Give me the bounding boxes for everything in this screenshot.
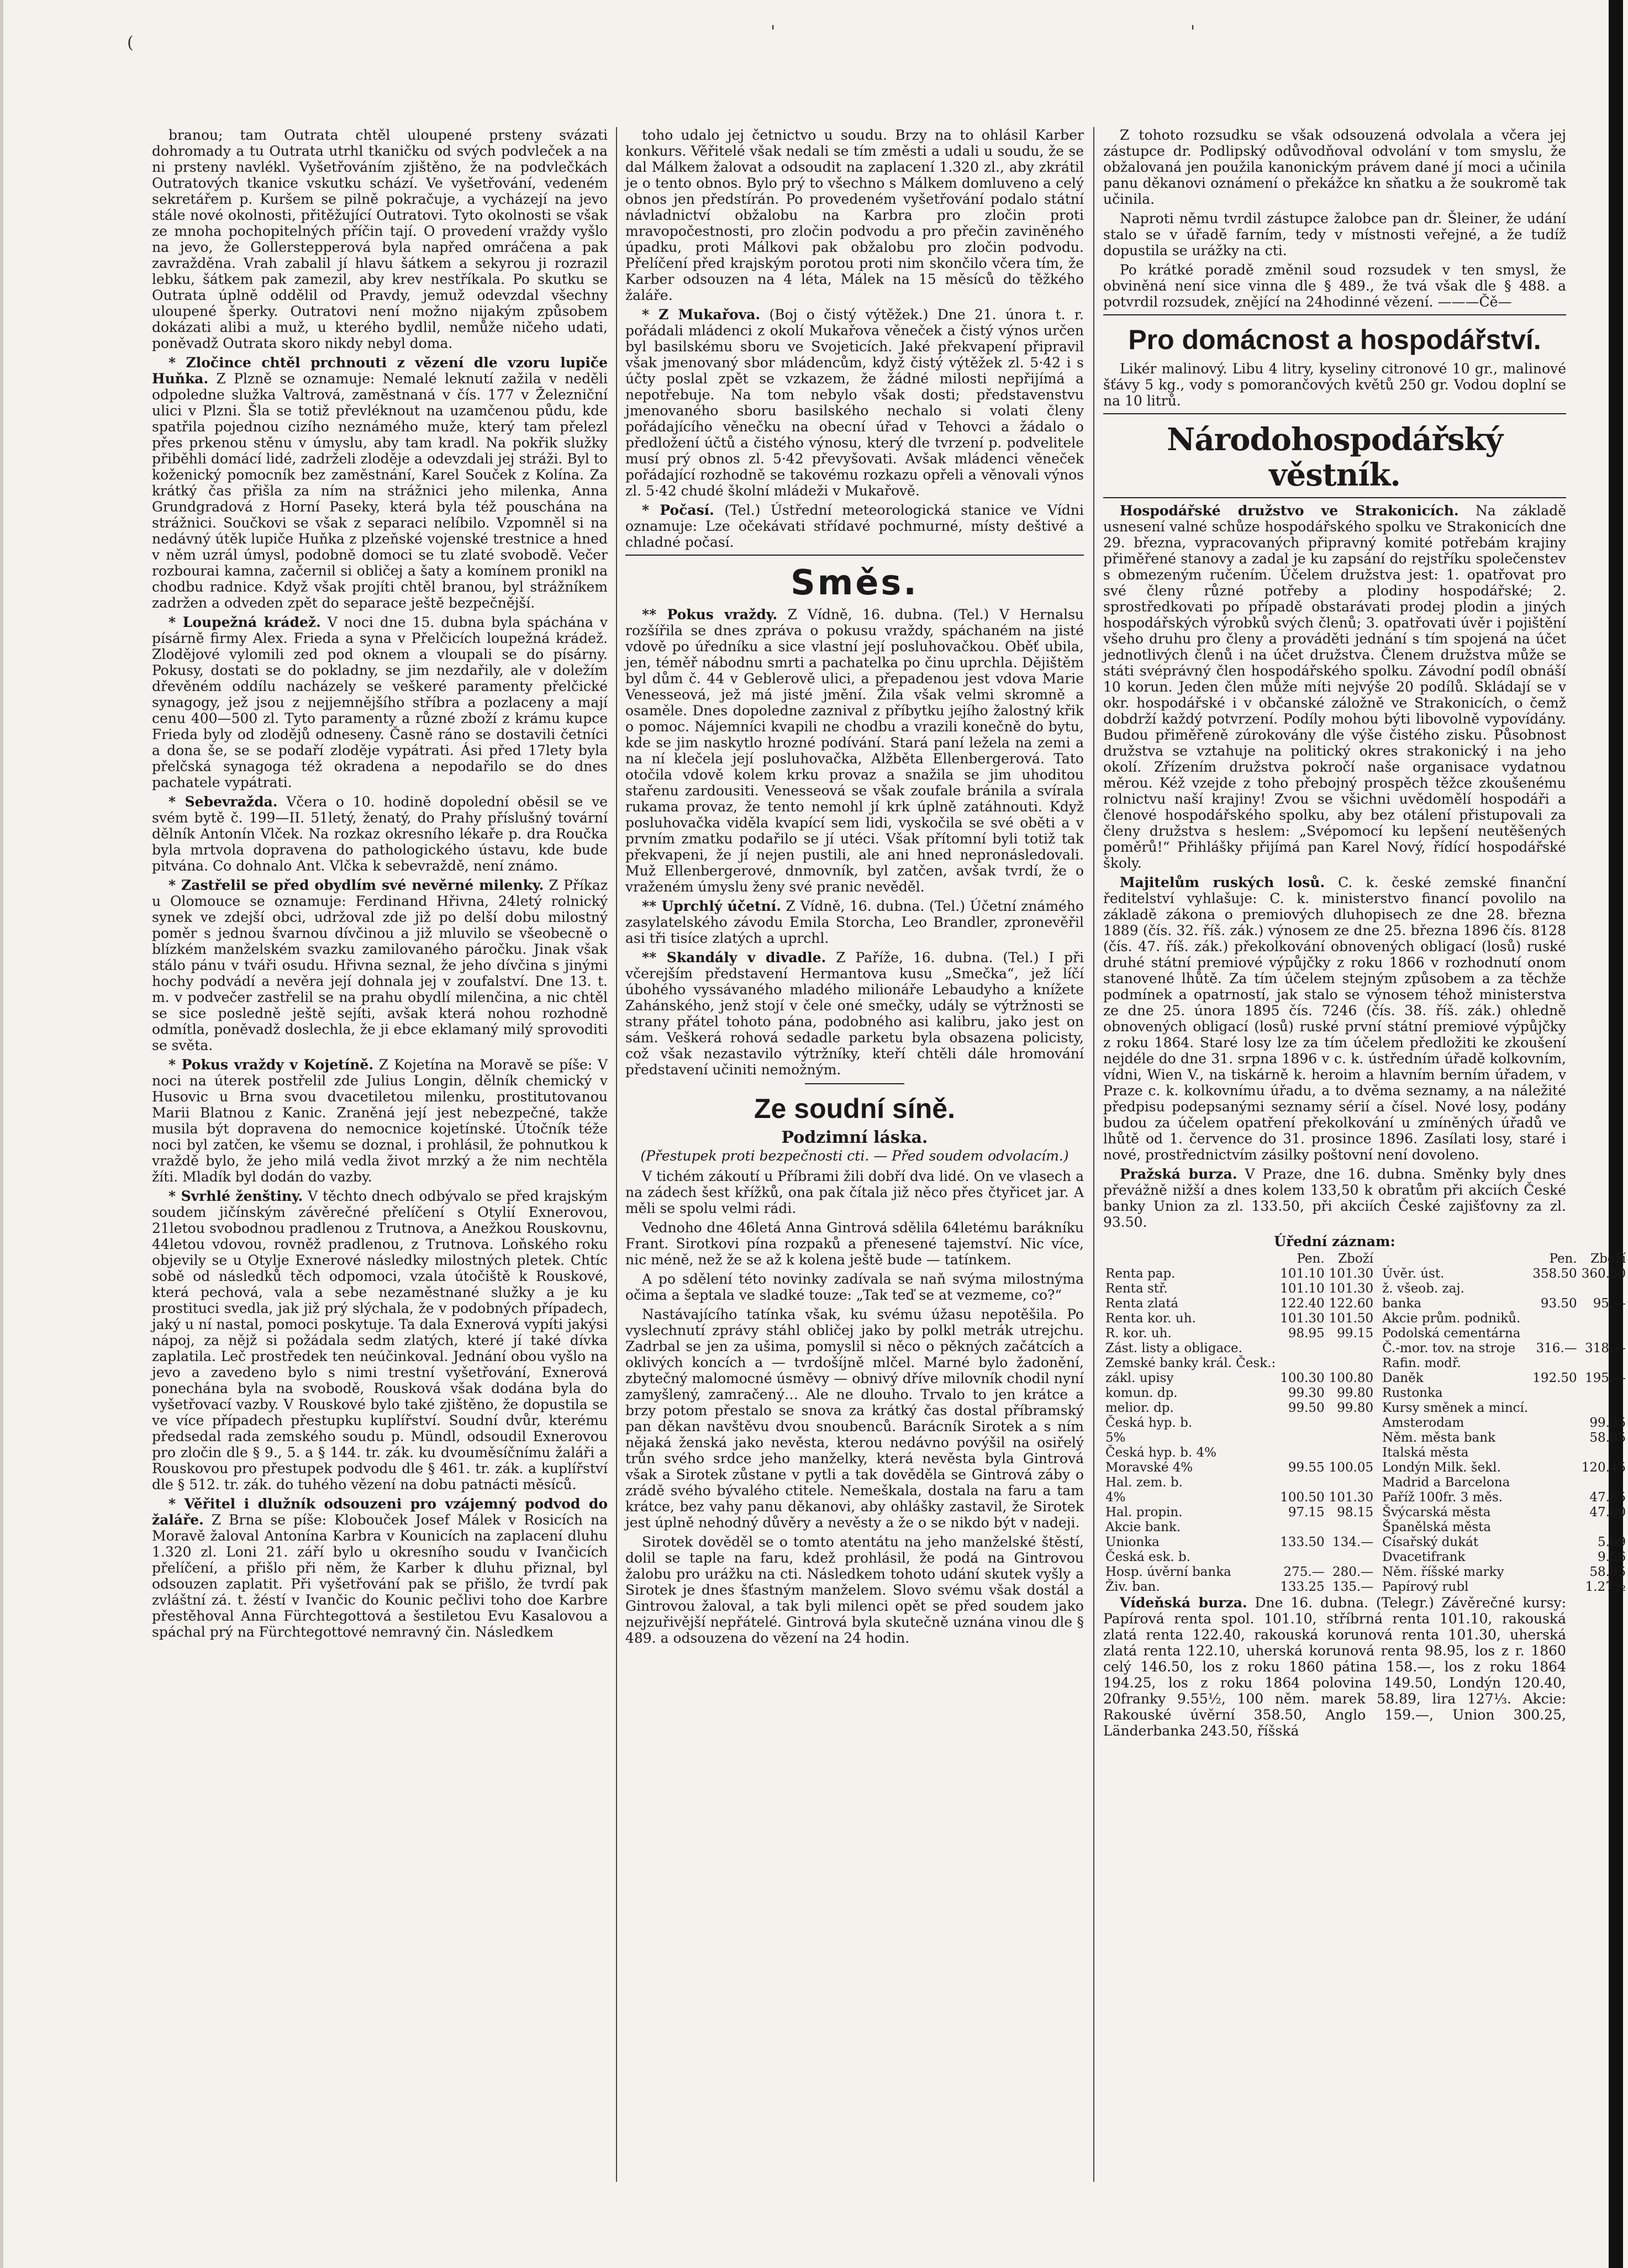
stock-name: Unionka	[1105, 1535, 1160, 1549]
article-text: A po sdělení této novinky zadívala se naň svýma milostnýma očima a šeptala ve sladké touze: „Tak teď se at vezmeme, co?“	[625, 1271, 1084, 1303]
stock-bid	[1530, 1520, 1579, 1535]
stock-bid	[1530, 1281, 1579, 1296]
article-headline: Majitelům ruských losů.	[1120, 874, 1325, 890]
stock-bid: 93.50	[1540, 1296, 1577, 1311]
stock-row	[1380, 1535, 1628, 1550]
stock-ask	[1327, 1431, 1376, 1446]
stock-bid: 133.50	[1280, 1535, 1325, 1549]
article-paragraph	[152, 1496, 608, 1640]
stock-row	[1103, 1490, 1376, 1505]
stock-bid: 275.—	[1283, 1565, 1325, 1579]
stock-ask: 58.85	[1589, 1431, 1626, 1445]
article-paragraph	[1103, 361, 1566, 409]
stock-bid	[1278, 1431, 1326, 1446]
article-headline: * Loupežná krádež.	[168, 614, 321, 630]
stock-row	[1103, 1401, 1376, 1416]
stock-bid	[1278, 1341, 1326, 1356]
article-paragraph	[625, 1534, 1084, 1646]
stock-header-row	[1380, 1252, 1628, 1267]
article-text: branou; tam Outrata chtěl uloupené prsteny svázati dohromady a tu Outrata utrhl tkaničku od svých podvleček a na ni prsteny navlékl. Vyšetřováním zjištěno, že na podvlečkách Outratových tkanice vskutku schází. Ve vyšetřování, vedeném sekretářem p. Kuršem se pilně pokračuje, a vycházejí na jevo stále nové okolnosti, přitěžující Outratovi. Tyto okolnosti se však ze mnoha pochopitelných příčin tají. O provedení vraždy vyšlo na jevo, že Gollerstepperová byla napřed omráčena a pak zavražděna. Vrah zabalil jí hlavu šátkem a sekyrou ji rozrazil lebku, šátkem pak zamezil, aby krev nestříkala. Po skutku se Outrata úplně oddělil od Pravdy, jemuž odevzdal všechny uloupené šperky. Outratovi není možno nijakým způsobem dokázati alibi a muž, u kterého bydlil, nemůže ničeho udati, poněvadž Outrata skoro nikdy nebyl doma.	[152, 127, 608, 351]
stock-row	[1103, 1431, 1376, 1446]
stock-name: banka	[1382, 1296, 1422, 1311]
stock-name: 5%	[1105, 1431, 1126, 1445]
article-paragraph	[1103, 262, 1566, 310]
stock-row	[1103, 1475, 1376, 1490]
stock-ask: 122.60	[1329, 1296, 1374, 1311]
article-text: Z Vídně, 16. dubna. (Tel.) Účetní známého zasylatelského závodu Emila Storcha, Leo Brandler, zpronevěřil asi tři tisíce zlatých a uprchl.	[625, 898, 1084, 946]
stock-bid: 133.25	[1280, 1580, 1325, 1594]
article-text: V těchto dnech odbývalo se před krajským soudem jičínským závěrečné přelíčení s Otylií Exnerovou, 21letou svobodnou pradlenou z Trutnova, a Anežkou Rouskovnu, 44letou vdovou, rovněž pradlenou, z Trutnova. Loňského roku objevily se u Otylje Exnerové následky milostných pletek. Chtíc sobě od následků těch odpomoci, vzala útočiště k Rouskové, která pechová, vala a sebe nezaměstnané služky a je ku prostituci svedla, jak již prý slýchala, že v podobných případech, jaký u ní nastal, pomoci poskytuje. Ta dala Exnerová vypíti jakýsi nápoj, za nějž si požádala sedm zlatých, které jí také dívka zaplatila. Leč prostředek ten neúčinkoval. Jednání obou vyšlo na jevo a zavedeno bylo s nimi trestní vyšetřování, Exnerová ponechána byla na svobodě, Rousková však dodána byla do vyšetřovací vazby. V Rouskové bylo také zjištěno, že dopustila se ve více případech přestupku kuplířství. Soudní dvůr, kterému předsedal rada zemského soudu p. Mündl, odsoudil Exnerovou pro zločin dle § 9., 5. a § 144. tr. zák. ku dvouměsíčnímu žaláři a Rouskovou pro přestupek podvodu dle § 461. tr. zák. a kuplířství dle § 512. tr. zák. do tuhého vězení na dobu patnácti měsíců.	[152, 1188, 608, 1492]
article-paragraph	[1103, 503, 1566, 871]
stock-row	[1380, 1490, 1628, 1505]
stock-ask	[1327, 1341, 1376, 1356]
stock-row	[1103, 1356, 1376, 1371]
scan-left-edge	[0, 0, 3, 2268]
column-3	[1103, 127, 1626, 2182]
stock-ask: 58.85	[1589, 1565, 1626, 1579]
stock-name: Zemské banky král. Česk.:	[1105, 1356, 1276, 1370]
stock-ask: 99.80	[1337, 1401, 1374, 1415]
stock-name: Něm. říšské marky	[1382, 1565, 1504, 1579]
article-paragraph	[625, 127, 1084, 303]
article-headline: ** Pokus vraždy.	[642, 606, 778, 623]
stock-bid: 192.50	[1532, 1371, 1577, 1385]
article-text: Likér malinový. Libu 4 litry, kyseliny citronové 10 gr., malinové šťávy 5 kg., vody s pomorančových květů 250 gr. Vodou doplní se na 10 litrů.	[1103, 361, 1566, 409]
stock-bid: 100.50	[1280, 1490, 1325, 1505]
stock-ask: 101.30	[1329, 1267, 1374, 1281]
stock-name: Španělská města	[1382, 1520, 1492, 1534]
stock-row	[1380, 1356, 1628, 1371]
article-subtitle-italic: (Přestupek proti bezpečnosti cti. — Před soudem odvolacím.)	[640, 1148, 1069, 1164]
article-text: Po krátké poradě změnil soud rozsudek v ten smysl, že obviněná není sice vinna dle § 489., že tvá však dle § 488. a potvrdil rozsudek, znějící na 24hodinné vězení. ———Čě—	[1103, 262, 1566, 310]
article-paragraph	[152, 127, 608, 351]
stock-name: Moravské 4%	[1105, 1460, 1193, 1475]
stock-ask: 101.30	[1329, 1281, 1374, 1296]
stock-bid	[1530, 1401, 1579, 1416]
stock-row	[1380, 1460, 1628, 1475]
stock-ask	[1579, 1326, 1628, 1341]
stock-ask: 98.15	[1337, 1505, 1374, 1520]
stock-name: Císařský dukát	[1382, 1535, 1479, 1549]
article-paragraph	[152, 614, 608, 790]
stock-name: Něm. města bank	[1382, 1431, 1495, 1445]
stock-row	[1380, 1550, 1628, 1565]
stock-row	[1103, 1371, 1376, 1386]
stock-row	[1103, 1296, 1376, 1311]
stock-bid	[1530, 1490, 1579, 1505]
stock-bid	[1530, 1580, 1579, 1595]
article-headline: ** Uprchlý účetní.	[642, 898, 781, 914]
article-text: Dne 16. dubna. (Telegr.) Závěrečné kursy: Papírová renta spol. 101.10, stříbrná renta 101.10, rakouská zlatá renta 122.40, rakouská korunová renta 101.30, uherská zlatá renta 122.10, uherská korunová renta 98.95, los z r. 1860 celý 146.50, los z roku 1860 pátina 158.—, los z roku 1864 194.25, los z roku 1864 polovina 149.50, Londýn 120.40, 20franky 9.55½, 100 něm. marek 58.89, lira 127⅓. Akcie: Rakouské úvěrní 358.50, Anglo 159.—, Union 300.25, Länderbanka 243.50, říšská	[1103, 1595, 1566, 1739]
stock-row	[1380, 1371, 1628, 1386]
stock-bid: 101.30	[1280, 1311, 1325, 1326]
stock-bid	[1530, 1326, 1579, 1341]
article-text: Z Kojetína na Moravě se píše: V noci na úterek postřelil zde Julius Longin, dělník chemický v Husovic u Brna svou dvacetiletou milenku, prostitutovanou Marii Blatnou z Kanic. Zraněná její jest nebezpečné, takže musila být dopravena do nemocnice kojetínské. Útočník téže noci byl zatčen, ke všemu se doznal, i prohlásil, že pohnutkou k vraždě bylo, že jeho milá vedla život mrzký a že nim nechtěla žíti. Mladík byl dodán do vazby.	[152, 1057, 608, 1185]
stock-bid	[1530, 1386, 1579, 1401]
article-text: (Tel.) Ústřední meteorologická stanice ve Vídni oznamuje: Lze očekávati střídavé pochmurné, místy deštivé a chladné počasí.	[625, 502, 1084, 550]
section-rule	[625, 555, 1084, 556]
stock-row	[1103, 1520, 1376, 1535]
stock-name: Londýn Milk. šekl.	[1382, 1460, 1501, 1475]
stock-name: zákl. upisy	[1105, 1371, 1174, 1385]
stock-ask: 47.85	[1589, 1490, 1626, 1505]
stock-row	[1380, 1281, 1628, 1296]
stock-row	[1103, 1565, 1376, 1580]
newspaper-page	[152, 127, 1626, 2182]
margin-mark: '	[1190, 22, 1195, 41]
article-text: Sirotek dověděl se o tomto atentátu na jeho manželské štěstí, dolil se taple na faru, kdež prohlásil, že podá na Gintrovou žalobu pro urážku na cti. Následkem tohoto udání skutek vyšly a Sirotek je dnes šťastným manželem. Slovo svému však dostál a Gintrovou žaloval, a tak byli milenci opět se před soudem jako nejzuřivější nepřátelé. Gintrová byla skutečně uznána vinou dle § 489. a odsouzena do vězení na 24 hodin.	[625, 1534, 1084, 1646]
stock-name: Česká hyp. b.	[1105, 1416, 1193, 1430]
margin-mark: (	[127, 33, 134, 52]
stock-ask	[1327, 1416, 1376, 1431]
article-headline: * Počasí.	[642, 502, 714, 518]
stock-row	[1380, 1431, 1628, 1446]
article-paragraph	[625, 606, 1084, 895]
stock-row	[1380, 1311, 1628, 1326]
stock-row	[1380, 1296, 1628, 1311]
article-text: Z Plzně se oznamuje: Nemalé leknutí zažila v neděli odpoledne služka Valtrová, zaměstnaná v čís. 177 v Železniční ulici v Plzni. Šla se totiž převléknout na uzamčenou půdu, kde spatřila pojednou cizího neznámého muže, který tam přelezl přes prkenou stěnu v úmyslu, aby tam kradl. Na pokřik služky přiběhli domácí lidé, zadrželi zloděje a odevzdali jej stráži. Byl to koženický pomocník bez zaměstnání, Karel Souček z Kolína. Za krátký čas přišla za ním na strážnici jeho milenka, Anna Grundgradová z Horní Paseky, která byla též pouschána na strážnici. Součkovi se však z separaci nelíbilo. Vzpomněl si na nedávný útěk lupiče Huňka z plzeňské vojenské trestnice a hned v něm uzrál úmysl, podobně domoci se tu zlaté svobodě. Večer rozbourai kamna, začernil si obličej a šaty a komínem pronikl na chodbu radnice. Když však projíti chtěl branou, byl strážníkem zadržen a odveden zpět do separace ještě bezpečnější.	[152, 371, 608, 611]
stock-ask	[1579, 1446, 1628, 1460]
stock-bid: 99.30	[1288, 1386, 1325, 1400]
stock-bid	[1278, 1446, 1326, 1460]
stock-row	[1103, 1460, 1376, 1475]
stock-name: Česká esk. b.	[1105, 1550, 1190, 1564]
article-text: Z Příkaz u Olomouce se oznamuje: Ferdinand Hřivna, 24letý rolnický synek ve zdejší obci, udržoval zde již po delší dobu milostný poměr s jednou švarnou dívčinou a již mluvilo se všeobecně o blízkém manželském svazku zamilovaného páročku. Jinak však stálo pánu v tváři osudu. Hřivna seznal, že jeho dívčina s jinými hochy podvádí a nevěra její dohnala jej v zoufalství. Dne 13. t. m. v podvečer zastřelil se na prahu obydlí milenčina, a nic chtěl se sice posledně ještě sejíti, avšak která nohou rozhodně odmítla, poněvadž doslechla, že ji ebce eklamaný milý sprovoditi se světa.	[152, 877, 608, 1053]
stock-name: Madrid a Barcelona	[1382, 1475, 1510, 1490]
stock-bid: 98.95	[1288, 1326, 1325, 1341]
stock-name: Akcie bank.	[1105, 1520, 1181, 1534]
article-paragraph	[152, 355, 608, 611]
article-paragraph	[152, 1188, 608, 1492]
stock-ask: 195.—	[1584, 1371, 1626, 1385]
stock-header-cell: Zboží	[1338, 1252, 1374, 1266]
stock-ask: 95.—	[1593, 1296, 1626, 1311]
stock-ask	[1579, 1401, 1628, 1416]
article-headline: * Sebevražda.	[168, 794, 278, 810]
stock-row	[1103, 1416, 1376, 1431]
article-text: C. k. české zemské finanční ředitelství vyhlašuje: C. k. ministerstvo financí povolilo na základě zákona o premiových dluhopisech ze dne 28. března 1889 (čís. 32. říš. zák.) výnosem ze dne 25. března 1896 čís. 8128 (čís. 47. říš. zák.) překolkování obnovených obligací (losů) ruské druhé státní premiové výpůjčky z roku 1866 v rozhodnutí onom stanovené lhůtě. Za tím účelem stejným způsobem a za těchže podmínek a opatrností, jak stalo se výnosem téhož ministerstva ze dne 25. února 1895 čís. 7246 (čís. 38. říš. zák.) ohledně obnovených obligací (losů) ruské první státní premiové výpůjčky z roku 1864. Staré losy lze za tím účelem předložiti ke zkoušení nejdéle do dne 31. srpna 1896 v c. k. ústředním úřadě kolkovním, vídni, Wien V., na tiskárně k. heroim a hlavním berním úřadem, v Praze c. k. kolkovnímu úřadu, a to dvěma seznamy, a na náležité předpisu podepsanými seznamy sérií a čísel. Nové losy, podány budou za účelem opatření překolkování u zmíněných úřadů ve lhůtě od 1. července do 31. prosince 1896. Zasílati losy, staré i nové, prostřednictvím zásilky poštovní není dovoleno.	[1103, 874, 1567, 1163]
stock-bid	[1530, 1550, 1579, 1565]
stock-ask: 100.80	[1329, 1371, 1374, 1385]
article-headline: * Pokus vraždy v Kojetíně.	[168, 1057, 374, 1073]
stock-ask: 135.—	[1332, 1580, 1374, 1594]
column-2	[625, 127, 1084, 2182]
stock-table-left	[1103, 1252, 1376, 1595]
stock-bid: 99.55	[1288, 1460, 1325, 1475]
article-headline: Vídeňská burza.	[1120, 1595, 1247, 1611]
article-headline: * Věřitel i dlužník odsouzeni pro vzájemný podvod do žaláře.	[152, 1496, 608, 1528]
stock-ask	[1579, 1281, 1628, 1296]
article-text: Včera o 10. hodině dopolední oběsil se ve svém bytě č. 199—II. 51letý, ženatý, do Prahy příslušný tovární dělník Antonín Vlček. Na rozkaz okresního lékaře p. dra Roučka byla mrtvola dopravena do pathologického ústavu, kde bude pitvána. Co dohnalo Ant. Vlčka k sebevraždě, není známo.	[152, 794, 608, 874]
stock-bid	[1530, 1535, 1579, 1550]
stock-row	[1380, 1386, 1628, 1401]
stock-row	[1103, 1580, 1376, 1595]
stock-table-right	[1380, 1252, 1628, 1595]
stock-bid	[1278, 1416, 1326, 1431]
stock-bid	[1530, 1475, 1579, 1490]
stock-name: Hal. zem. b.	[1105, 1475, 1183, 1490]
stock-row	[1380, 1401, 1628, 1416]
stock-row	[1103, 1311, 1376, 1326]
stock-table	[1103, 1252, 1376, 1595]
article-text: toho udalo jej četnictvo u soudu. Brzy na to ohlásil Karber konkurs. Věřitelé však nedali se tím změsti a udali u soudu, že se dal Málkem žalovat a odsoudit na zaplacení 1.320 zl., aby zkrátil je o tento obnos. Bylo prý to všechno s Málkem domluveno a celý obnos jen předstírán. Po provedeném vyšetřování podalo státní návladnictví obžalobu na Karbra pro zločin proti mravopočestnosti, pro zločin podvodu a pro přečin zaviněného úpadku, proti Málkovi pak obžalobu pro zločin podvodu. Přelíčení před krajským porotou proti nim skončilo včera tím, že Karber odsouzen na 4 léta, Málek na 15 měsíců do těžkého žaláře.	[625, 127, 1084, 303]
stock-ask: 101.30	[1329, 1490, 1374, 1505]
stock-bid	[1530, 1311, 1579, 1326]
stock-row	[1103, 1326, 1376, 1341]
stock-header-cell: Pen.	[1297, 1252, 1325, 1266]
stock-name: Paříž 100fr. 3 měs.	[1382, 1490, 1503, 1505]
stock-ask: 100.05	[1329, 1460, 1374, 1475]
article-headline: * Z Mukařova.	[642, 307, 761, 323]
article-text: V noci dne 15. dubna byla spáchána v písárně firmy Alex. Frieda a syna v Přelčicích loupežná krádež. Zlodějové vylomili zed pod oknem a vloupali se do písárny. Pokusy, dostati se do pokladny, se jim nezdařily, ale v doležím dřevěném oddílu nacházely se veškeré paramenty přelčické synagogy, jež jsou z nejjemnějšího stříbra a pozlaceny a mají cenu 400—500 zl. Tyto paramenty a různé zboží z krámu kupce Frieda byly od zlodějů odneseny. Časně ráno se dostavili četníci a dona še, se se podaří zloděje vypátrati. Ási před 17lety byla přelčská synagoga též okradena a nepodařilo se do dnes pachatele vypátrati.	[152, 614, 608, 790]
article-paragraph	[1103, 127, 1566, 207]
stock-ask: 99.15	[1337, 1326, 1374, 1341]
stock-bid: 99.50	[1288, 1401, 1325, 1415]
section-title: Národohospodářský věstník.	[1167, 421, 1503, 493]
article-paragraph	[1103, 210, 1566, 259]
stock-row	[1103, 1386, 1376, 1401]
article-paragraph	[625, 950, 1084, 1078]
stock-ask: 99.35	[1589, 1416, 1626, 1430]
stock-ask: 360.50	[1581, 1267, 1626, 1281]
article-paragraph	[625, 1271, 1084, 1303]
section-title: Pro domácnost a hospodářství.	[1128, 324, 1541, 355]
stock-name: ž. všeob. zaj.	[1382, 1281, 1464, 1296]
stock-ask: 101.50	[1329, 1311, 1374, 1326]
article-text: V tichém zákoutí u Příbrami žili dobří dva lidé. On ve vlasech a na zádech šest křížků, ona pak čítala již něco přes čtyřicet jar. A měli se spolu velmi rádi.	[625, 1168, 1084, 1216]
article-paragraph	[625, 307, 1084, 499]
stock-ask	[1579, 1311, 1628, 1326]
stock-name: Zást. listy a obligace.	[1105, 1341, 1242, 1355]
stock-bid	[1530, 1460, 1579, 1475]
article-paragraph	[152, 1057, 608, 1185]
stock-bid: 97.15	[1288, 1505, 1325, 1520]
stock-heading: Úřední záznam:	[1274, 1233, 1395, 1249]
article-paragraph	[625, 1220, 1084, 1268]
article-text: Vednoho dne 46letá Anna Gintrová sdělila 64letému barákníku Frant. Sirotkovi pína rozpaků a přenesené tajemství. Nic více, nic méně, než že se až k kolena ještě bude — tatínkem.	[625, 1220, 1084, 1268]
article-text: V Praze, dne 16. dubna. Směnky byly dnes převážně nižší a dnes kolem 133,50 k obratům při akciích České banky Union za zl. 133.50, při akciích České zajišťovny za zl. 93.50.	[1103, 1166, 1567, 1230]
stock-row	[1380, 1326, 1628, 1341]
stock-header-cell: Zboží	[1590, 1252, 1626, 1266]
article-text: (Boj o čistý výtěžek.) Dne 21. února t. r. pořádali mládenci z okolí Mukařova věneček a čistý výnos určen byl basilskému sboru ve Svojeticích. Jaké překvapení připravil však jmenovaný sbor mládencům, když čistý výtěžek zl. 5·42 i s účty poslal zpět se vzkazem, že žádné milosti nepřijímá a nepotřebuje. Na tom nebylo však dosti; představenstvu jmenovaného sboru basilského nechalo si volati členy pořádajícího věnečku na obecní úřad v Tehovci a žádalo o předložení účtů a čistého výnosu, který dle tvrzení p. podvelitele musí prý obnos zl. 5·42 převyšovati. Avšak mládenci věneček pořádající rozhodně se takovému rozkazu opřeli a věnovali výnos zl. 5·42 chudé školní mládeži v Mukařově.	[625, 307, 1084, 499]
stock-name: Amsterodam	[1382, 1416, 1464, 1430]
stock-ask: 318.—	[1584, 1341, 1626, 1355]
article-paragraph	[625, 1306, 1084, 1531]
stock-bid	[1530, 1565, 1579, 1580]
article-text: Z Brna se píše: Klobouček Josef Málek v Rosicích na Moravě žaloval Antonína Karbra v Kounicích na zaplacení dluhu 1.320 zl. Loni 21. září bylo u okresního soudu v Ivančicích přelíčení, a přišlo při něm, že Karber k dluhu přiznal, byl odsouzen zaplatit. Při vyšetřování pak se přišlo, že tvrdí pak zvláštní zá. t. žéstí v Ivančic do Kounic pečlivi toho doe Karbre přestěhoval Anna Fürchtegottová a šestiletou Evu Kasalovou a spáchal prý na Fürchtegottové nemravný čin. Následkem	[152, 1512, 608, 1640]
stock-bid: 316.—	[1536, 1341, 1577, 1355]
stock-name: Dvacetifrank	[1382, 1550, 1466, 1564]
stock-name: melior. dp.	[1105, 1401, 1174, 1415]
article-headline: Pražská burza.	[1120, 1166, 1237, 1182]
article-text: Z Vídně, 16. dubna. (Tel.) V Hernalsu rozšířila se dnes zpráva o pokusu vraždy, spáchaném na jisté vdově po úředníku a sice vlastní její posluhovačkou. Oběť ubila, jen, téměř nábodnu smrti a pachatelka po činu uprchla. Dějištěm byl dům č. 44 v Geblerově ulici, a přepadenou jest vdova Marie Venesseová, jež má jisté jmění. Žila však velmi skromně a osaměle. Dnes dopoledne zaznival z příbytku jejího žalostný křik o pomoc. Nájemníci kvapili ne chodbu a vrazili konečně do bytu, kde se jim naskytlo hrozné podívání. Stará paní ležela na zemi a na ní klečela její posluhovačka, Alžběta Ellenbergerová. Tato otočila vdově kolem krku provaz a snažila se jim uhoditou stařenu zardousiti. Venesseová se však zoufale bránila a svírala rukama provaz, že tento nemohl jí krk úplně zatáhnouti. Když posluhovačka viděla kvapící sem lidi, vyskočila se své oběti a v prvním zmatku podařilo se jí utéci. Však přítomní byli totiž tak překvapeni, že jí nejen pustili, ale ani hned nepronásledovali. Muž Ellenbergerové, dnmovník, byl zatčen, avšak tvrdí, že o vraženém úmyslu ženy své pranic nevěděl.	[625, 606, 1084, 895]
stock-header-cell: Pen.	[1549, 1252, 1577, 1266]
stock-name: Renta stř.	[1105, 1281, 1168, 1296]
stock-tables	[1103, 1252, 1626, 1595]
section-rule	[1103, 497, 1566, 498]
stock-row	[1380, 1520, 1628, 1535]
article-paragraph	[625, 502, 1084, 550]
stock-row	[1103, 1281, 1376, 1296]
stock-name: Italská města	[1382, 1446, 1469, 1460]
stock-header-cell	[1103, 1252, 1278, 1267]
stock-name: Česká hyp. b. 4%	[1105, 1446, 1216, 1460]
stock-ask	[1579, 1520, 1628, 1535]
column-1	[152, 127, 608, 2182]
column-rule	[616, 127, 617, 2182]
stock-name: R. kor. uh.	[1105, 1326, 1172, 1341]
article-text: Naproti němu tvrdil zástupce žalobce pan dr. Šleiner, že udání stalo se v úřadě farním, tedy v místnosti veřejné, a že tudíž dopustila se urážky na cti.	[1103, 210, 1566, 259]
section-title: Směs.	[791, 562, 919, 603]
article-headline: * Zastřelil se před obydlím své nevěrné milenky.	[168, 877, 544, 893]
stock-ask: 47.60	[1589, 1505, 1626, 1520]
stock-row	[1380, 1565, 1628, 1580]
stock-bid	[1530, 1505, 1579, 1520]
stock-name: Renta pap.	[1105, 1267, 1176, 1281]
stock-name: Úvěr. úst.	[1382, 1267, 1445, 1281]
section-title: Ze soudní síně.	[754, 1093, 955, 1124]
article-text: Na základě usnesení valné schůze hospodářského spolku ve Strakonicích dne 29. března, vypracovaných připravný komité potřebám krajiny přiměřené stanovy a zadal je ku zapsání do rejstříku společenstev s obmezeným ručením. Účelem družstva jest: 1. opatřovat pro své členy různé potřeby a plodiny hospodářské; 2. sprostředkovati po případě obstarávati prodej plodin a jiných hospodářských výrobků svých členů; 3. opatřovati úvěr i pojištění všeho druhu pro členy a prováděti jednání s tím spojená na účet jednotlivých členů i na účet družstva. Členem družstva může se státi svéprávný člen hospodářského spolku. Závodní podíl obnáší 10 korun. Jeden člen může míti nejvýše 20 podílů. Skládají se v okr. hospodářské i v občanské záložně ve Strakonicích, o čemž dobdrží každý potvrzení. Podíly mohou býti libovolně vypovídány. Budou přiměřeně zúrokovány dle výše čistého zisku. Působnost družstva se vztahuje na politický okres strakonický i na jeho okolí. Zřízením družstva pokročí naše organisace vydatnou měrou. Kéž vzejde z toho přebojný prospěch těžce zkoušenému rolnictvu naší krajiny! Zvou se všichni uvědomělí hospodáři a členové hospodářského spolku, aby bez otálení přistupovali za členy družstva s heslem: „Svépomocí ku lepšení neutěšených poměrů!“ Přihlášky přijímá pan Karel Nový, řídící hospodářské školy.	[1103, 503, 1566, 871]
stock-name: Daněk	[1382, 1371, 1424, 1385]
stock-ask	[1327, 1520, 1376, 1535]
stock-ask: 1.27½	[1585, 1580, 1626, 1594]
stock-bid	[1530, 1431, 1579, 1446]
stock-name: komun. dp.	[1105, 1386, 1178, 1400]
stock-ask	[1327, 1356, 1376, 1371]
stock-row	[1380, 1267, 1628, 1281]
article-text: Nastávajícího tatínka však, ku svému úžasu nepotěšila. Po vyslechnutí zprávy stáhl obličej jako by polkl metrák utrejchu. Zadrbal se jen za ušima, pomyslil si něco o pěkných začátcích a oklivých koncích a — tvrdošíjně mlčel. Marné bylo žadonění, zbytečný malomocné úsměvy — obnivý dříve milovník chodil nyní zamyšlený, zamračený… Ale ne dlouho. Trvalo to jen krátce a brzy potom přestalo se snova za krátký čas dostal příbramský pan děkan navštěvu dvou snoubenců. Barácník Sirotek a s ním nějaká ženská jako nevěsta, kterou nedávno povýšil na osiřelý trůn svého srdce jeho manželky, která nevěsta byla Gintrová však a Sirotek zůstane v pytli a tak dověděla se Gintrová záby o zrádě svého bývalého ctitele. Nemeškala, dostala na faru a tam krátce, bez vahy panu děkanovi, aby ohlášky zastavil, že Sirotek jest úplně nehodný důvěry a nevěsty a že o se nikdo být v nadeji.	[625, 1306, 1084, 1531]
stock-bid: 358.50	[1532, 1267, 1577, 1281]
section-rule	[1103, 314, 1566, 315]
stock-ask	[1579, 1386, 1628, 1401]
stock-ask: 280.—	[1332, 1565, 1374, 1579]
stock-ask	[1579, 1356, 1628, 1371]
stock-ask: 134.—	[1332, 1535, 1374, 1549]
stock-ask: 120.45	[1581, 1460, 1626, 1475]
stock-name: Švýcarská města	[1382, 1505, 1491, 1520]
stock-name: Akcie prům. podniků.	[1382, 1311, 1521, 1326]
stock-ask	[1327, 1550, 1376, 1565]
stock-bid	[1278, 1520, 1326, 1535]
stock-name: Kursy směnek a mincí.	[1382, 1401, 1529, 1415]
stock-bid	[1278, 1356, 1326, 1371]
stock-table	[1380, 1252, 1628, 1595]
stock-bid: 101.10	[1280, 1281, 1325, 1296]
section-rule	[1103, 413, 1566, 414]
stock-name: 4%	[1105, 1490, 1126, 1505]
scan-right-edge	[1609, 0, 1623, 2268]
stock-row	[1103, 1505, 1376, 1520]
article-paragraph	[625, 898, 1084, 946]
stock-bid	[1278, 1550, 1326, 1565]
stock-bid	[1530, 1416, 1579, 1431]
stock-ask: 9.56	[1597, 1550, 1626, 1564]
stock-name: Rafin. modř.	[1382, 1356, 1461, 1370]
margin-mark: '	[771, 22, 776, 41]
stock-row	[1380, 1446, 1628, 1460]
stock-bid	[1530, 1446, 1579, 1460]
article-headline: ** Skandály v divadle.	[642, 950, 826, 966]
stock-bid	[1530, 1356, 1579, 1371]
stock-name: Hal. propin.	[1105, 1505, 1183, 1520]
stock-header-row	[1103, 1252, 1376, 1267]
article-paragraph	[1103, 1595, 1566, 1739]
article-paragraph	[152, 794, 608, 874]
stock-ask	[1579, 1475, 1628, 1490]
stock-name: Hosp. úvěrní banka	[1105, 1565, 1231, 1579]
section-rule	[805, 1083, 904, 1084]
stock-row	[1380, 1475, 1628, 1490]
stock-bid	[1278, 1475, 1326, 1490]
stock-row	[1380, 1505, 1628, 1520]
stock-row	[1103, 1446, 1376, 1460]
stock-bid: 122.40	[1280, 1296, 1325, 1311]
article-text: Z tohoto rozsudku se však odsouzená odvolala a včera jej zástupce dr. Podlipský odůvodňoval odvolání v tom smyslu, že obžalovaná jen použila kanonickým právem dané jí moci a učinila panu děkanovi oznámení o překážce kn sňatku a že soukromě tak učinila.	[1103, 127, 1566, 207]
stock-row	[1380, 1580, 1628, 1595]
article-text: Z Paříže, 16. dubna. (Tel.) I při včerejším představení Hermantova kusu „Smečka“, jež líčí úbohého vyssávaného mladého milionáře Lebaudyho a knížete Zahánského, jenž stojí v čele oné smečky, udály se výtržnosti se strany přátel tohoto pána, podobného asi kalibru, jako jest on sám. Veškerá rohová sedadle parketu byla obsazena policisty, což však nezastavilo výtržníky, kteří chtěli dále hromování představení učiniti nemožným.	[625, 950, 1084, 1078]
stock-row	[1103, 1550, 1376, 1565]
stock-name: Renta zlatá	[1105, 1296, 1179, 1311]
stock-row	[1103, 1535, 1376, 1550]
article-paragraph	[152, 877, 608, 1053]
stock-row	[1103, 1267, 1376, 1281]
stock-row	[1380, 1341, 1628, 1356]
stock-ask	[1327, 1475, 1376, 1490]
stock-name: Č.-mor. tov. na stroje	[1382, 1341, 1516, 1355]
stock-name: Renta kor. uh.	[1105, 1311, 1196, 1326]
article-paragraph	[625, 1168, 1084, 1216]
stock-bid: 101.10	[1280, 1267, 1325, 1281]
article-headline: Hospodářské družstvo ve Strakonicích.	[1120, 503, 1459, 519]
stock-ask: 5.69	[1597, 1535, 1626, 1549]
stock-bid: 100.30	[1280, 1371, 1325, 1385]
stock-name: Živ. ban.	[1105, 1580, 1160, 1594]
article-headline: * Zločince chtěl prchnouti z vězení dle vzoru lupiče Huňka.	[152, 355, 608, 387]
article-paragraph	[1103, 1166, 1566, 1230]
column-rule	[1093, 127, 1094, 2182]
article-subtitle: Podzimní láska.	[781, 1128, 928, 1147]
stock-ask	[1327, 1446, 1376, 1460]
stock-header-cell	[1380, 1252, 1530, 1267]
article-paragraph	[1103, 874, 1566, 1163]
stock-ask: 99.80	[1337, 1386, 1374, 1400]
article-headline: * Svrhlé ženštiny.	[168, 1188, 303, 1204]
stock-name: Podolská cementárna	[1382, 1326, 1521, 1341]
stock-row	[1380, 1416, 1628, 1431]
stock-name: Papírový rubl	[1382, 1580, 1469, 1594]
stock-row	[1103, 1341, 1376, 1356]
stock-name: Rustonka	[1382, 1386, 1443, 1400]
